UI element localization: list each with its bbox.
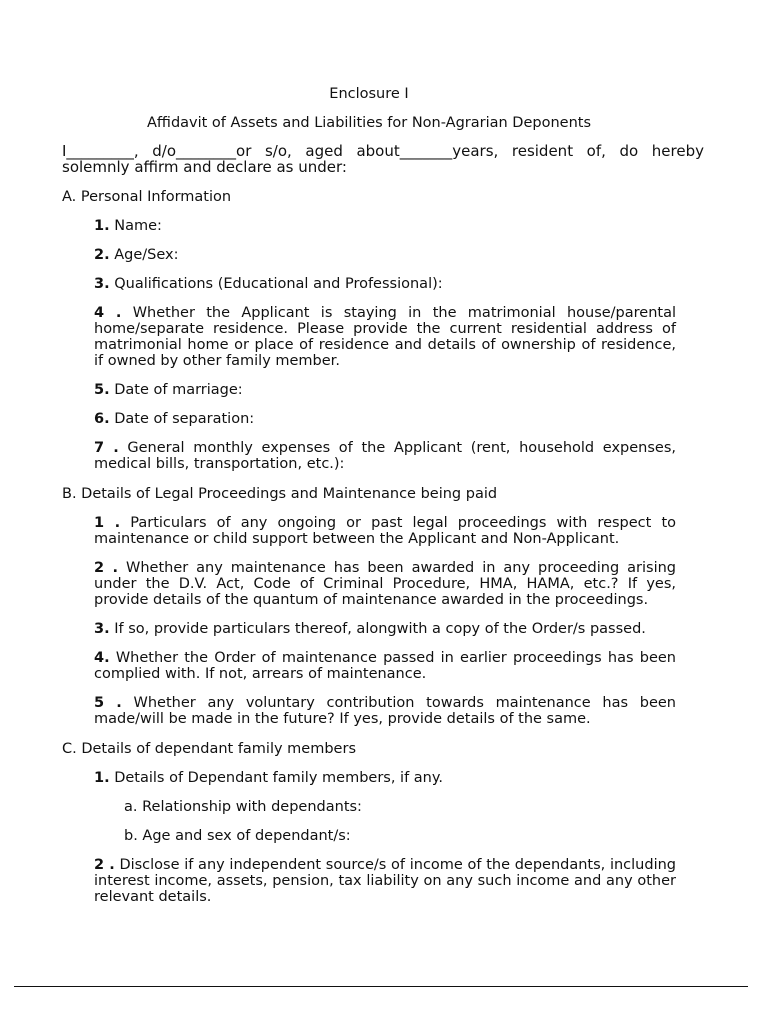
item-text: Date of separation: bbox=[114, 411, 255, 427]
document-title: Affidavit of Assets and Liabilities for Non-Agrarian Deponents bbox=[147, 115, 591, 131]
item-text: Whether the Applicant is staying in the matrimonial house/parental home/separate residence. Please provide the current residential address of matrimonial home or place of residence and details of ownership of residence, if owned by other family member. bbox=[94, 305, 677, 369]
section-a-item-4 bbox=[94, 305, 676, 369]
item-number: 4 . bbox=[94, 305, 122, 321]
section-b-item-2 bbox=[94, 560, 676, 608]
item-text: Age/Sex: bbox=[114, 247, 179, 263]
section-a-item-6 bbox=[94, 411, 676, 427]
section-c-subitem-b: b. Age and sex of dependant/s: bbox=[124, 828, 351, 844]
section-b-item-3 bbox=[94, 621, 676, 637]
item-number: 6. bbox=[94, 411, 110, 427]
item-number: 5 . bbox=[94, 695, 122, 711]
item-number: 3. bbox=[94, 276, 110, 292]
item-text: Particulars of any ongoing or past legal proceedings with respect to maintenance or child support between the Applicant and Non-Applicant. bbox=[94, 515, 676, 547]
item-text: Qualifications (Educational and Professional): bbox=[114, 276, 443, 292]
item-text: If so, provide particulars thereof, alongwith a copy of the Order/s passed. bbox=[114, 621, 646, 637]
item-text: Whether the Order of maintenance passed in earlier proceedings has been complied with. If not, arrears of maintenance. bbox=[94, 650, 676, 682]
section-b-item-5 bbox=[94, 695, 676, 727]
affidavit-document bbox=[62, 84, 704, 905]
section-a-item-3 bbox=[94, 276, 676, 292]
item-text: Whether any voluntary contribution towards maintenance has been made/will be made in the future? If yes, provide details of the same. bbox=[94, 695, 676, 727]
item-number: 4. bbox=[94, 650, 110, 666]
section-b-item-4 bbox=[94, 650, 676, 682]
item-text: General monthly expenses of the Applicant (rent, household expenses, medical bills, transportation, etc.): bbox=[94, 440, 676, 472]
item-number: 1. bbox=[94, 770, 110, 786]
item-number: 3. bbox=[94, 621, 110, 637]
section-a-item-2 bbox=[94, 247, 676, 263]
item-number: 2 . bbox=[94, 857, 115, 873]
section-c-item-2 bbox=[94, 857, 676, 905]
section-c-heading: C. Details of dependant family members bbox=[62, 741, 356, 757]
item-number: 7 . bbox=[94, 440, 119, 456]
item-text: Whether any maintenance has been awarded in any proceeding arising under the D.V. Act, Code of Criminal Procedure, HMA, HAMA, etc.? If yes, provide details of the quantum of maintenance awarded in the proceedings. bbox=[94, 560, 677, 608]
section-a-item-5 bbox=[94, 382, 676, 398]
footer-divider bbox=[14, 986, 748, 987]
intro-declaration: I_________, d/o________or s/o, aged about_______years, resident of, do hereby solemnly affirm and declare as under: bbox=[62, 142, 704, 176]
item-text: Disclose if any independent source/s of income of the dependants, including interest income, assets, pension, tax liability on any such income and any other relevant details. bbox=[94, 857, 676, 905]
item-number: 5. bbox=[94, 382, 110, 398]
item-number: 1. bbox=[94, 218, 110, 234]
item-text: Name: bbox=[114, 218, 162, 234]
item-number: 2. bbox=[94, 247, 110, 263]
section-b-heading: B. Details of Legal Proceedings and Maintenance being paid bbox=[62, 486, 498, 502]
section-c-subitem-a: a. Relationship with dependants: bbox=[124, 799, 362, 815]
item-number: 1 . bbox=[94, 515, 121, 531]
item-number: 2 . bbox=[94, 560, 119, 576]
item-text: Date of marriage: bbox=[114, 382, 243, 398]
section-a-item-7 bbox=[94, 440, 676, 472]
section-b-item-1 bbox=[94, 515, 676, 547]
section-a-item-1 bbox=[94, 218, 676, 234]
item-text: Details of Dependant family members, if any. bbox=[114, 770, 443, 786]
section-a-heading: A. Personal Information bbox=[62, 189, 232, 205]
section-c-item-1 bbox=[94, 770, 676, 786]
enclosure-label: Enclosure I bbox=[329, 86, 409, 102]
